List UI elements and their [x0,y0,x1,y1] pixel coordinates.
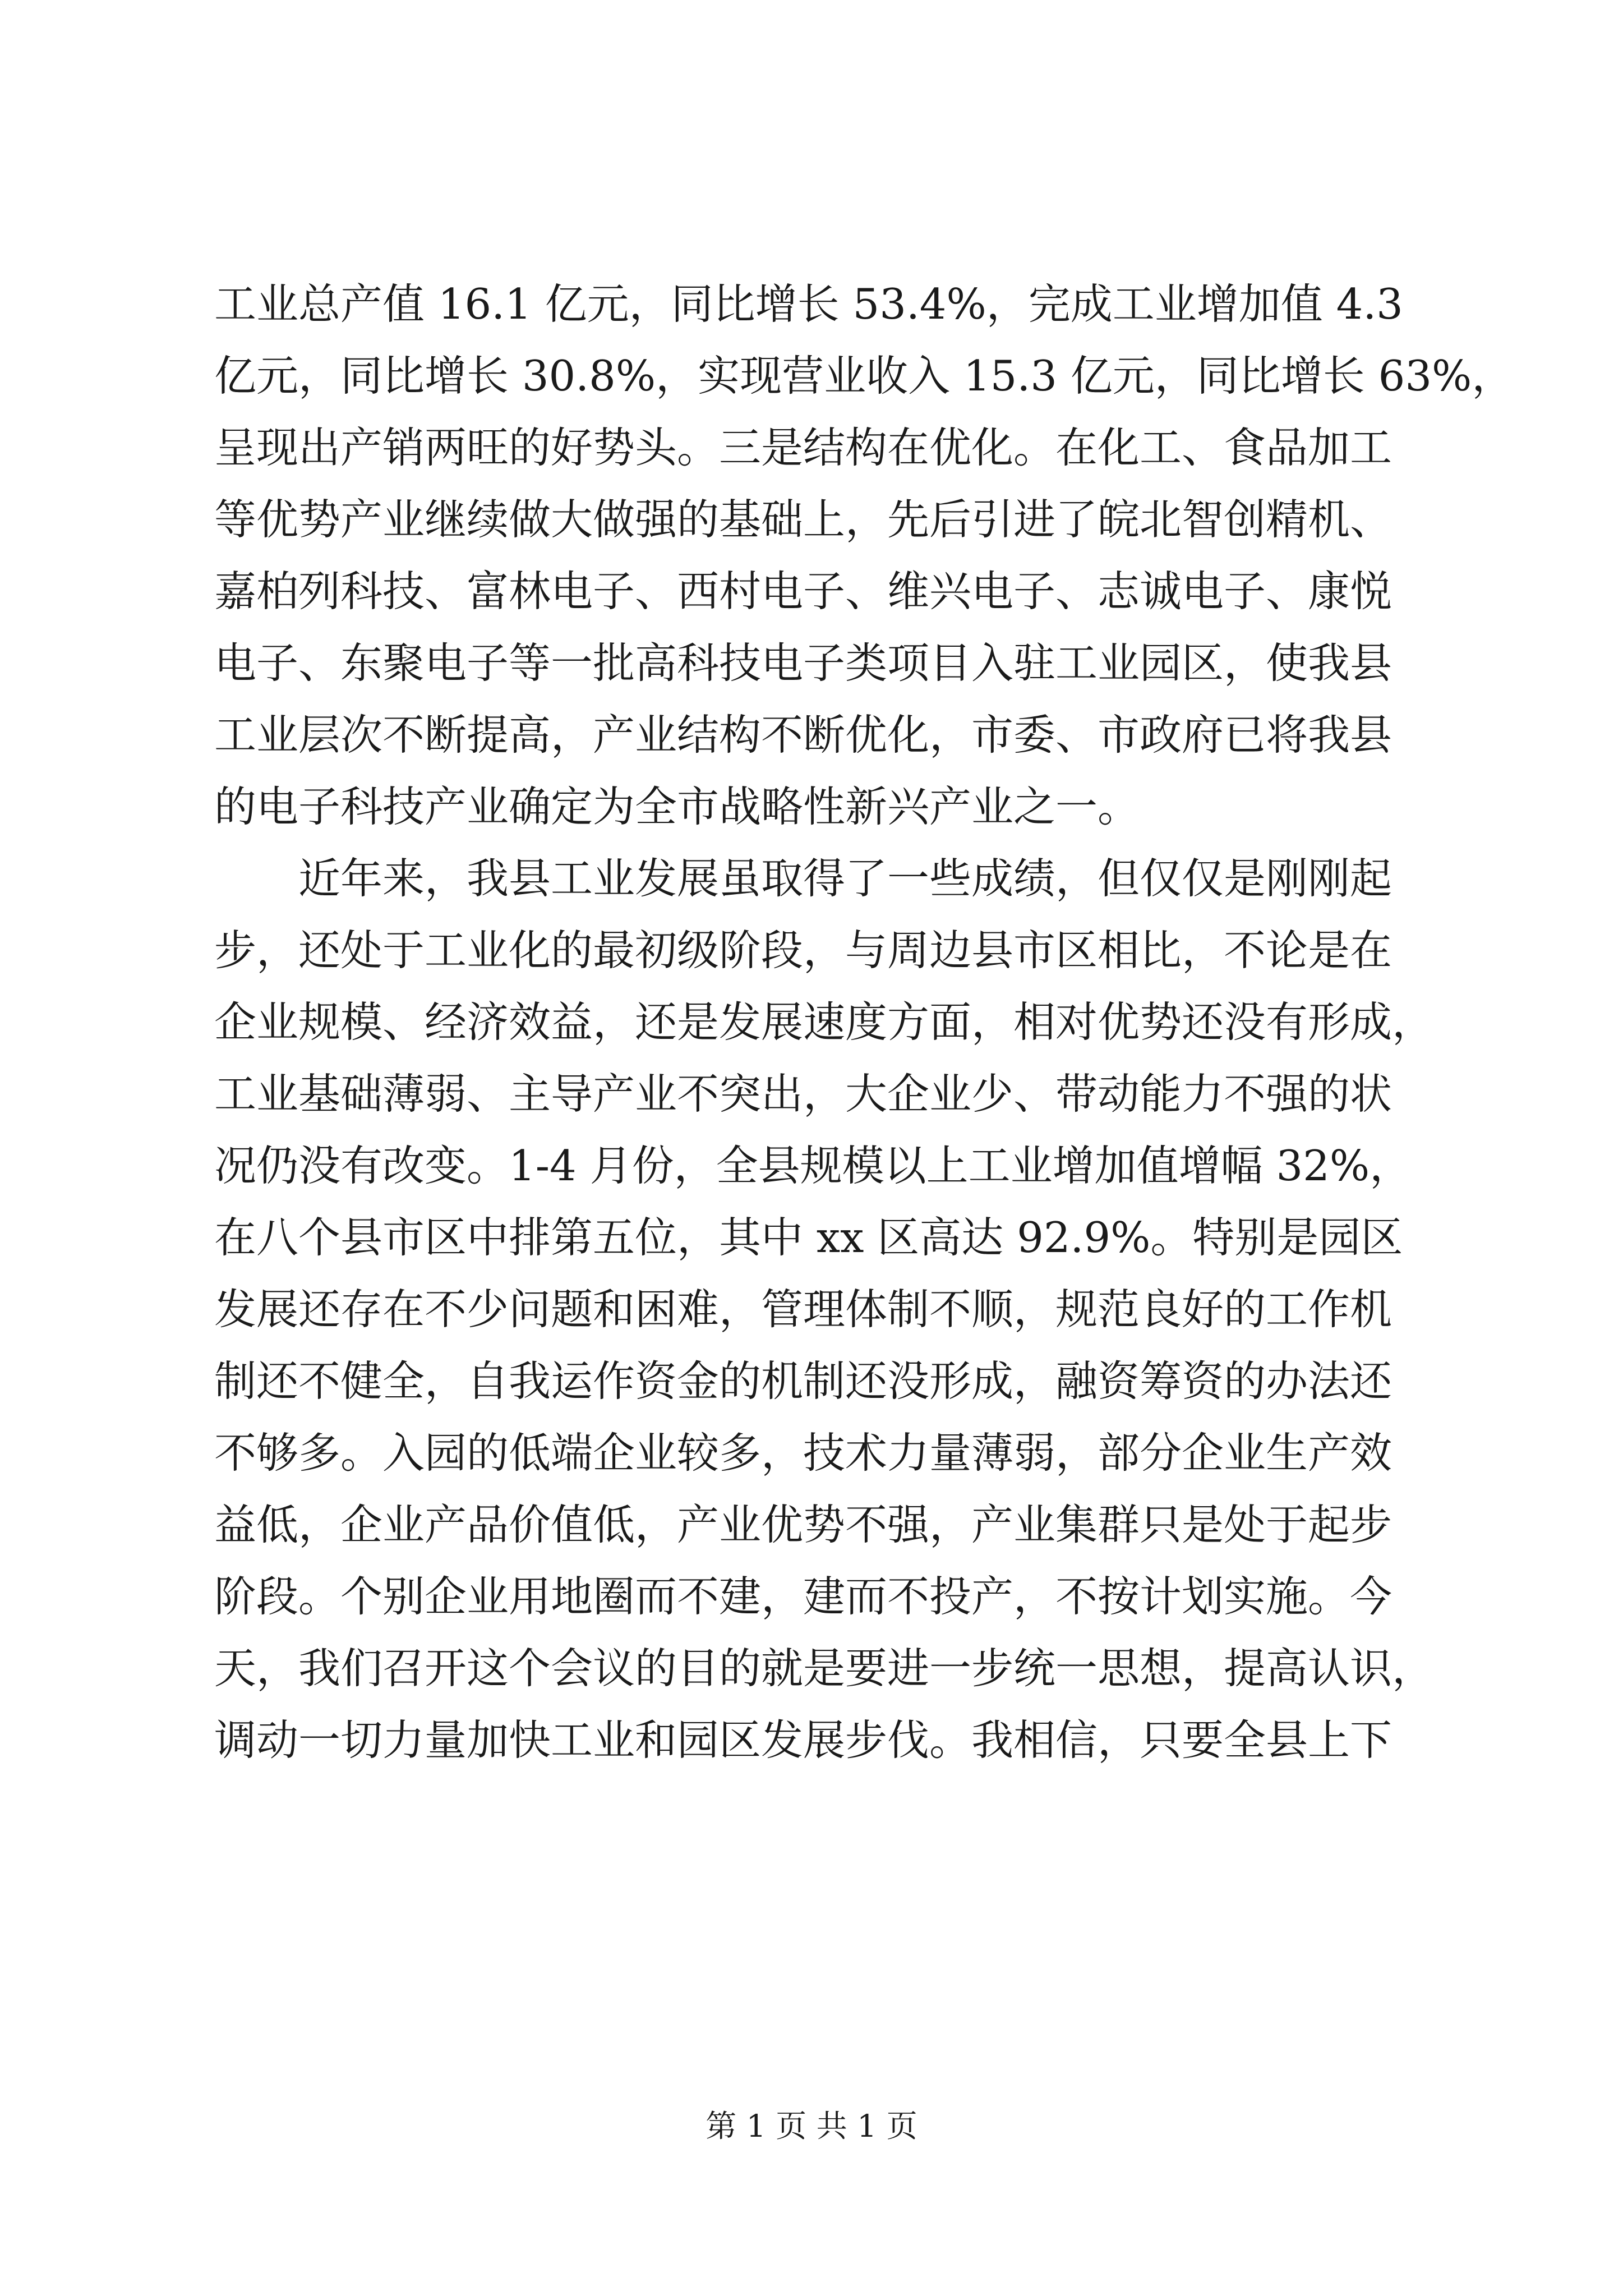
text-line: 等优势产业继续做大做强的基础上，先后引进了皖北智创精机、 [214,495,1393,544]
text-line: 天，我们召开这个会议的目的就是要进一步统一思想，提高认识， [214,1644,1435,1693]
text-line: 呈现出产销两旺的好势头。三是结构在优化。在化工、食品加工 [214,423,1393,472]
text-line: 企业规模、经济效益，还是发展速度方面，相对优势还没有形成， [214,997,1435,1047]
text-line: 工业总产值 16.1 亿元，同比增长 53.4%，完成工业增加值 4.3 [214,279,1403,329]
text-line: 工业基础薄弱、主导产业不突出，大企业少、带动能力不强的状 [214,1069,1393,1119]
text-line: 不够多。入园的低端企业较多，技术力量薄弱，部分企业生产效 [214,1428,1393,1478]
text-line: 调动一切力量加快工业和园区发展步伐。我相信，只要全县上下 [214,1715,1393,1765]
text-line: 制还不健全，自我运作资金的机制还没形成，融资筹资的办法还 [214,1356,1393,1406]
body-text [214,268,1514,1776]
text-line: 的电子科技产业确定为全市战略性新兴产业之一。 [214,782,1140,831]
text-line: 嘉柏列科技、富林电子、西村电子、维兴电子、志诚电子、康悦 [214,567,1393,616]
text-line: 工业层次不断提高，产业结构不断优化，市委、市政府已将我县 [214,710,1393,760]
text-line: 步，还处于工业化的最初级阶段，与周边县市区相比，不论是在 [214,926,1393,975]
page-footer [0,2106,1623,2146]
page-number-label: 第 1 页 共 1 页 [706,2108,917,2144]
text-line: 亿元，同比增长 30.8%，实现营业收入 15.3 亿元，同比增长 63%， [214,351,1514,401]
text-line: 发展还存在不少问题和困难，管理体制不顺，规范良好的工作机 [214,1285,1393,1334]
text-line: 阶段。个别企业用地圈而不建，建而不投产，不按计划实施。今 [214,1572,1393,1621]
text-line: 况仍没有改变。1-4 月份，全县规模以上工业增加值增幅 32%， [214,1141,1412,1190]
text-line: 近年来，我县工业发展虽取得了一些成绩，但仅仅是刚刚起 [214,854,1393,903]
text-line: 电子、东聚电子等一批高科技电子类项目入驻工业园区，使我县 [214,638,1393,688]
text-line: 在八个县市区中排第五位，其中 xx 区高达 92.9%。特别是园区 [214,1213,1403,1262]
text-line: 益低，企业产品价值低，产业优势不强，产业集群只是处于起步 [214,1500,1393,1549]
